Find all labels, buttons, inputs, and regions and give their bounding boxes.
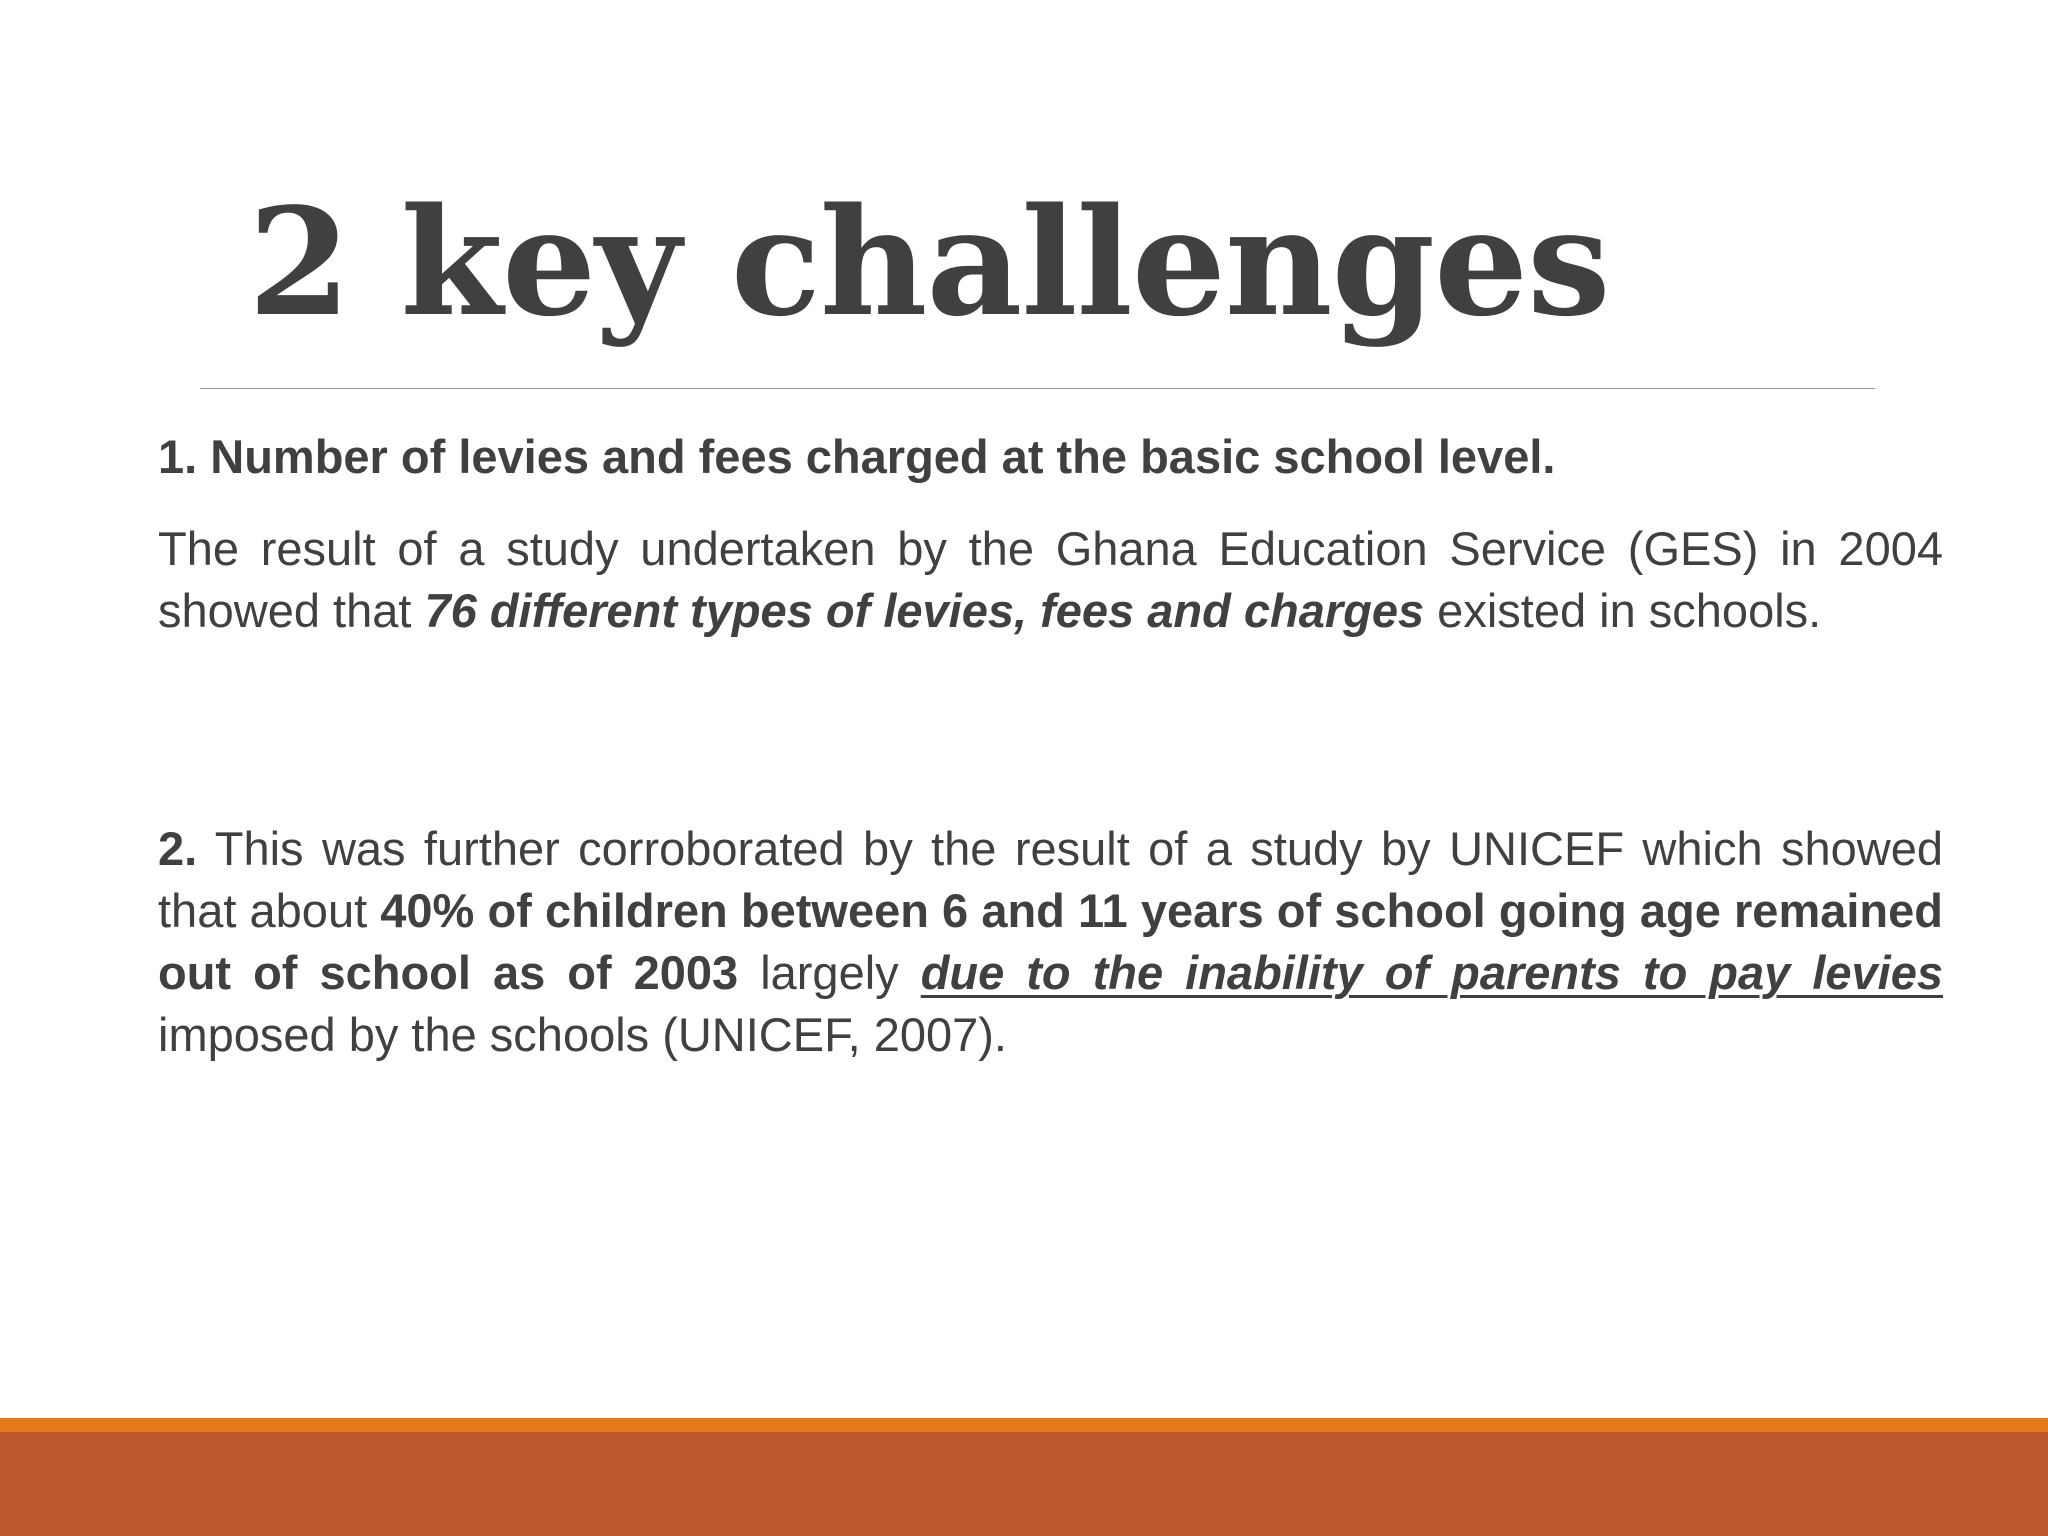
point-2-paragraph — [158, 818, 1943, 1066]
point-2-text-before: This was further corroborated by the result of a study by UNICEF which showed that about — [158, 822, 1943, 937]
point-2-text-after: imposed by the schools (UNICEF, 2007). — [158, 1008, 1007, 1061]
point-1-heading: 1. Number of levies and fees charged at the basic school level. — [158, 430, 1556, 483]
slide-title: 2 key challenges — [248, 175, 1610, 349]
point-1-text-after: existed in schools. — [1424, 584, 1822, 637]
point-1-text-before: The result of a study undertaken by the Ghana Education Service (GES) in 2004 showed that — [158, 522, 1943, 637]
point-1-paragraph — [158, 518, 1943, 642]
point-2-underlined-cause: due to the inability of parents to pay levies — [920, 946, 1943, 999]
point-1-emphasis: 76 different types of levies, fees and charges — [424, 584, 1425, 637]
point-2-text-middle: largely — [738, 946, 921, 999]
footer-band — [0, 1432, 2048, 1536]
slide-body — [158, 426, 1943, 1066]
point-2-number: 2. — [158, 822, 198, 875]
footer-accent-stripe — [0, 1418, 2048, 1432]
point-2-bold-finding: 40% of children between 6 and 11 years of school going age remained out of school as of 2003 — [158, 884, 1943, 999]
title-divider — [200, 388, 1875, 389]
